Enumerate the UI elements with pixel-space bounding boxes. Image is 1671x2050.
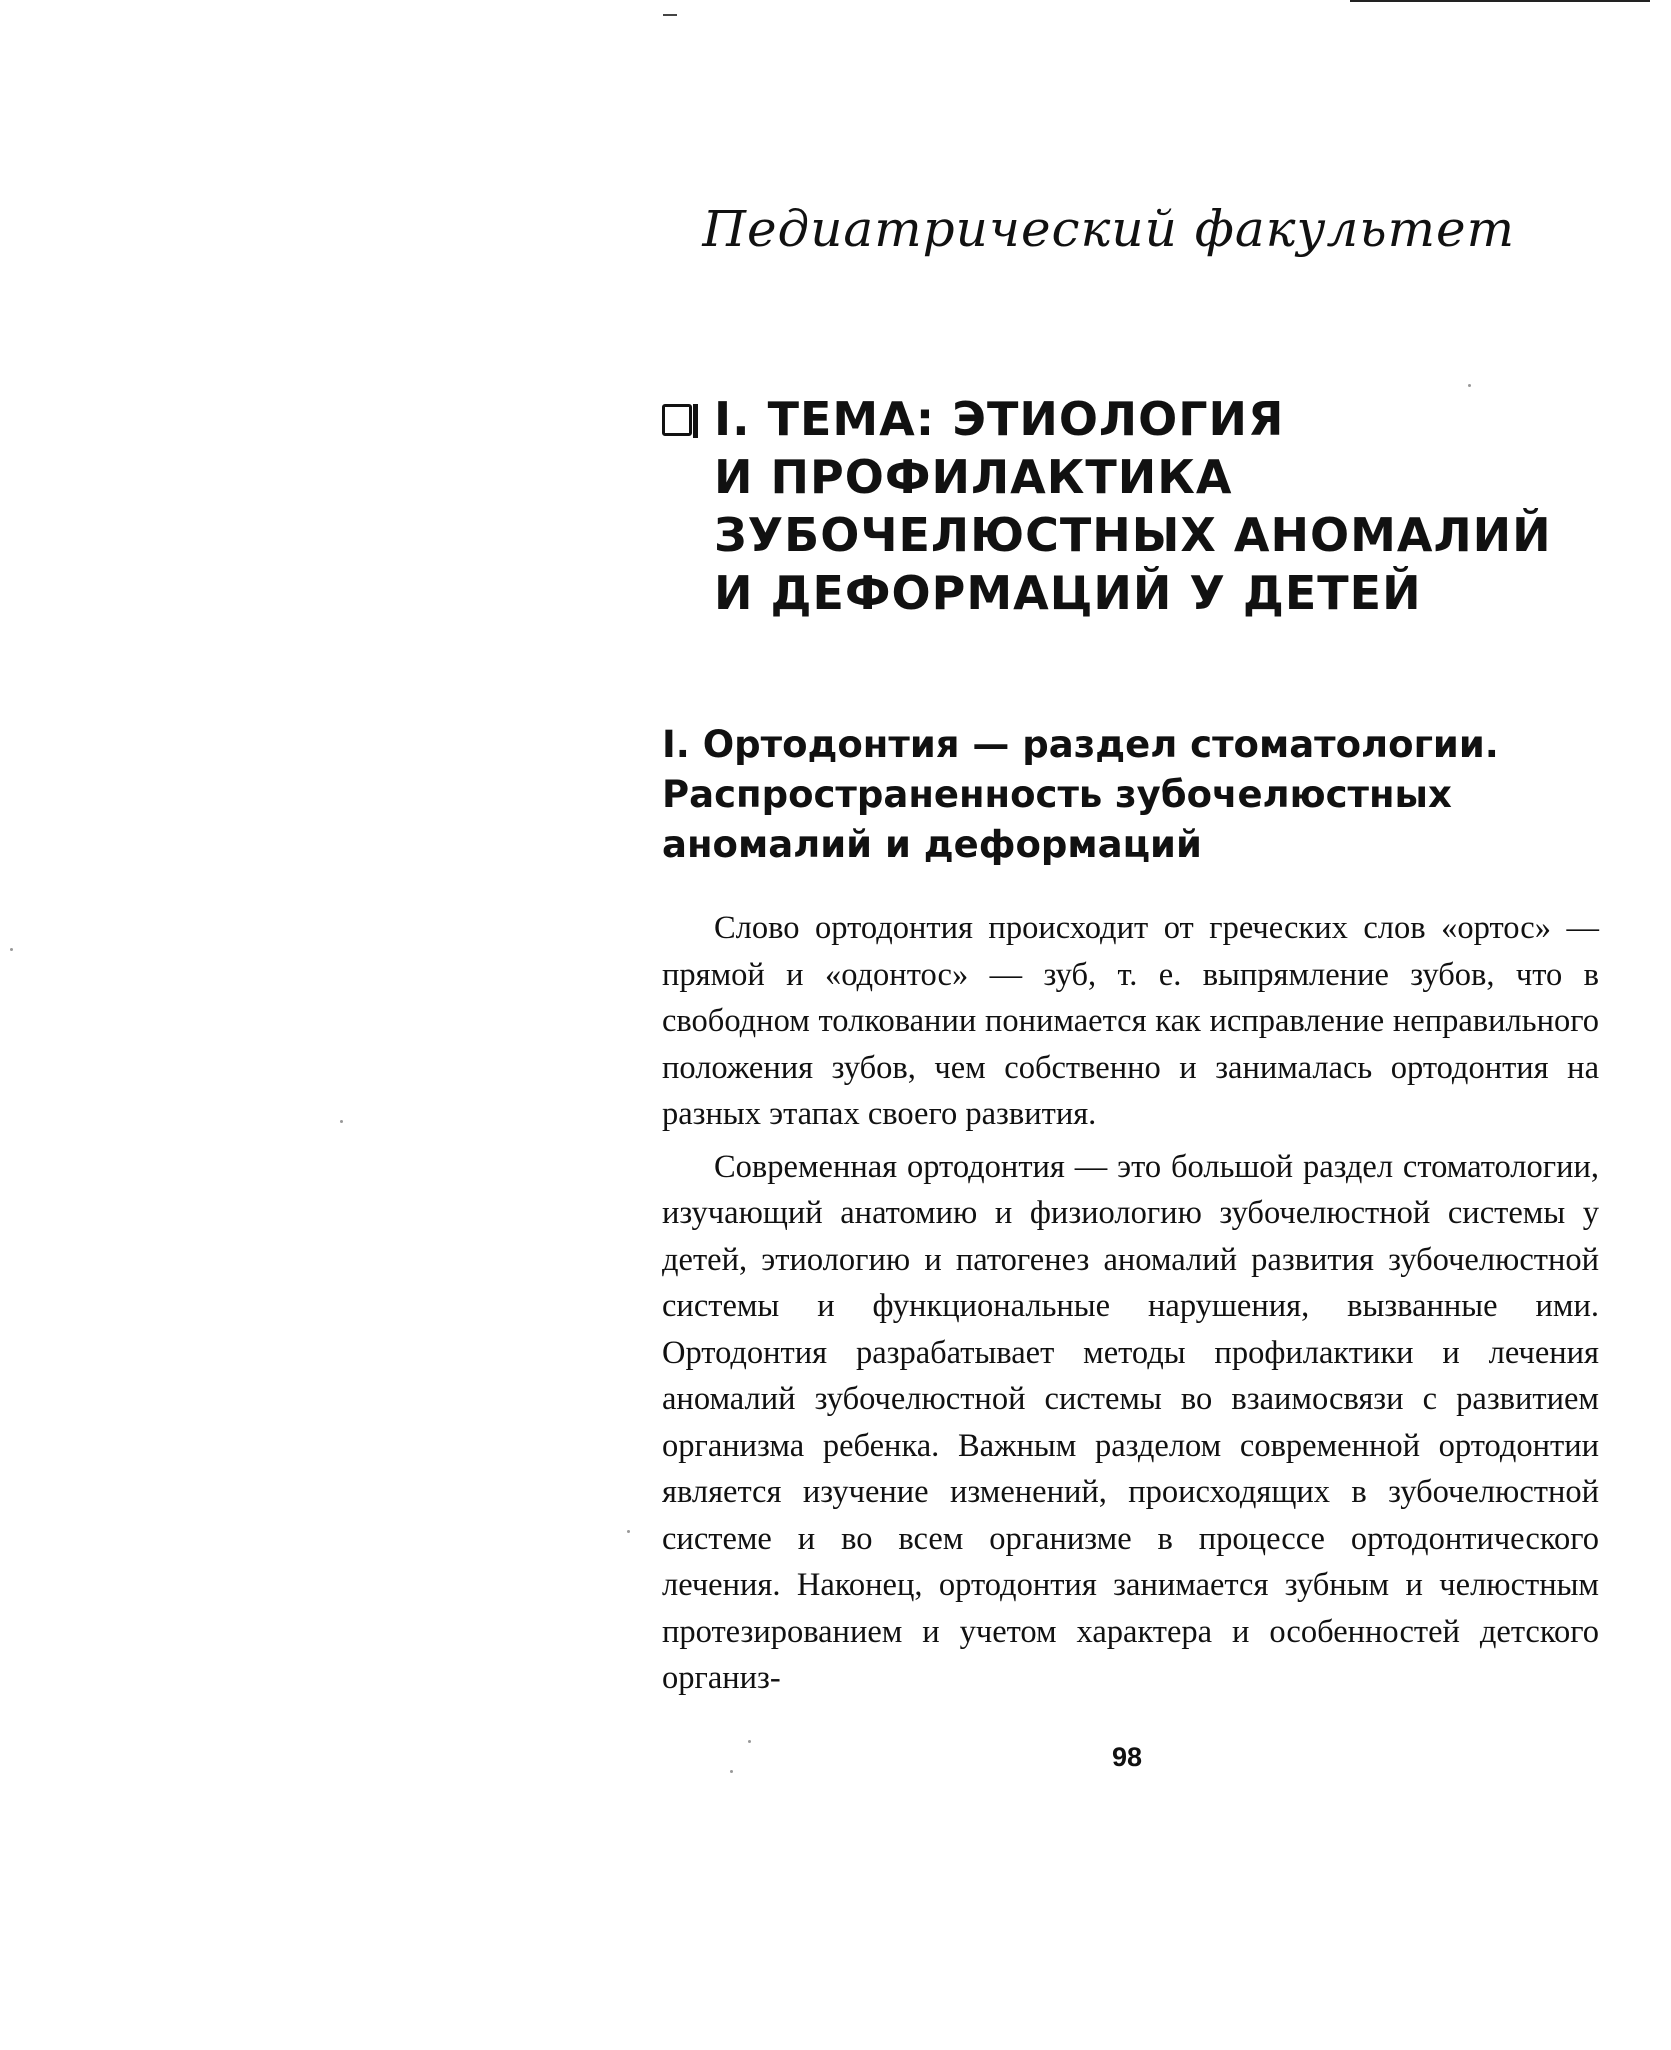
topic-heading [662,390,1562,622]
topic-line: И ДЕФОРМАЦИЙ У ДЕТЕЙ [714,566,1422,620]
scan-speck [627,1530,630,1533]
page-number: 98 [1112,1742,1143,1772]
scan-mark-left [663,14,677,16]
section-heading-line: аномалий и деформаций [662,823,1202,866]
section-heading-line: I. Ортодонтия — раздел стоматологии. [662,723,1499,766]
checkbox-square-icon [662,404,692,436]
paragraph: Современная ортодонтия — это большой раздел стоматологии, изучающий анатомию и физиологию зубочелюстной системы у детей, этиологию и патогенез аномалий развития зубочелюстной системы и функциональные нарушения, вызванные ими. Ортодонтия разрабатывает методы профилактики и лечения аномалий зубочелюстной системы во взаимосвязи с развитием организма ребенка. Важным разделом современной ортодонтии является изучение изменений, происходящих в зубочелюстной системе и во всем организме в процессе ортодонтического лечения. Наконец, ортодонтия занимается зубным и челюстным протезированием и учетом характера и особенностей детского организ- [662,1148,1599,1696]
scan-mark-right [1350,0,1650,2]
body-text [662,905,1599,1708]
scan-speck [1468,384,1471,387]
topic-line: И ПРОФИЛАКТИКА [714,450,1233,504]
paragraph: Слово ортодонтия происходит от греческих слов «ортос» — прямой и «одонтос» — зуб, т. е. выпрямление зубов, что в свободном толковании понимается как исправление неправильного положения зубов, чем собственно и занималась ортодонтия на разных этапах своего развития. [662,910,1599,1132]
scan-speck [730,1770,733,1773]
scan-speck [340,1120,343,1123]
running-head: Педиатрический факультет [702,200,1515,258]
topic-heading-lines [714,390,1562,622]
topic-line: I. ТЕМА: ЭТИОЛОГИЯ [714,392,1285,446]
scan-speck [748,1740,751,1743]
topic-line: ЗУБОЧЕЛЮСТНЫХ АНОМАЛИЙ [714,508,1552,562]
section-heading [662,720,1612,870]
scan-speck [10,948,13,951]
section-heading-line: Распространенность зубочелюстных [662,773,1452,816]
